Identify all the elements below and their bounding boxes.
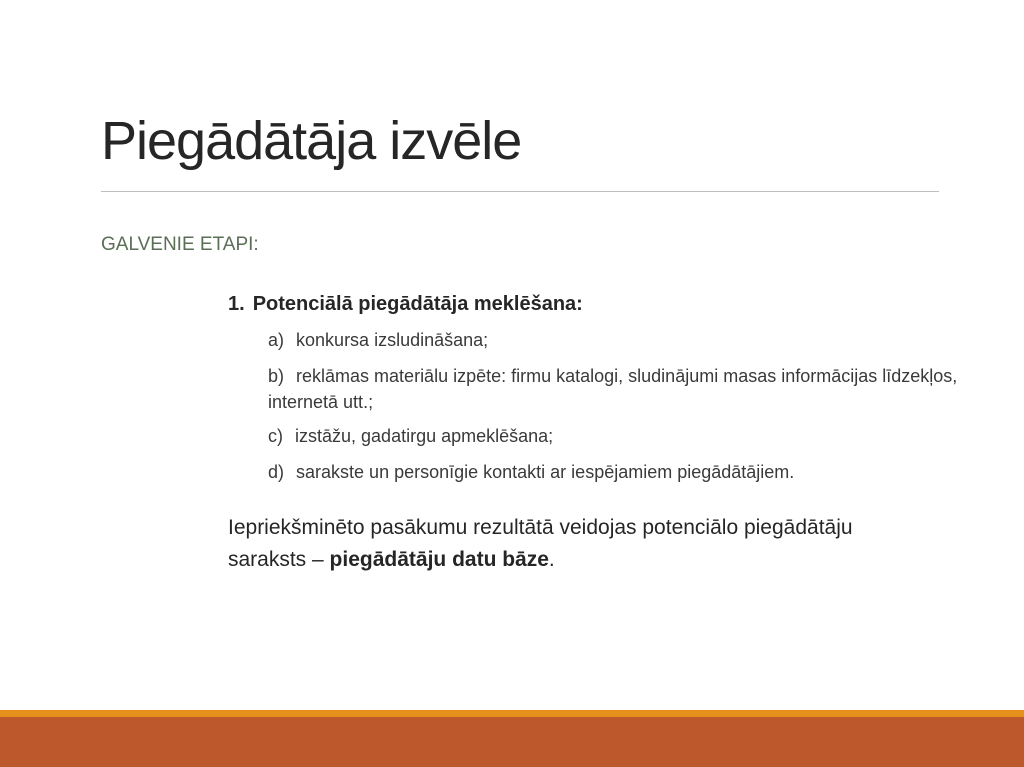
- slide-title: Piegādātāja izvēle: [101, 111, 522, 171]
- section-heading: GALVENIE ETAPI:: [101, 234, 259, 255]
- summary-suffix: .: [548, 548, 555, 571]
- list-item-text: konkursa izsludināšana;: [296, 330, 489, 350]
- summary-paragraph: [228, 512, 928, 576]
- sub-item-list: [268, 327, 968, 495]
- step-heading: [228, 292, 583, 316]
- summary-text: Iepriekšminēto pasākumu rezultātā veidojas potenciālo piegādātāju saraksts –: [228, 516, 853, 571]
- summary-emphasis: piegādātāju datu bāze: [329, 548, 549, 571]
- list-item-marker: a): [268, 330, 285, 350]
- list-item-marker: b): [268, 366, 285, 386]
- step-number: 1.: [228, 293, 245, 315]
- footer-accent-stripe: [0, 710, 1024, 717]
- list-item-marker: c): [268, 426, 283, 446]
- list-item-text: reklāmas materiālu izpēte: firmu katalogi, sludinājumi masas informācijas līdzekļos, internetā utt.;: [268, 366, 958, 412]
- list-item: [268, 459, 968, 485]
- list-item: [268, 423, 968, 449]
- list-item: [268, 363, 968, 415]
- step-label: Potenciālā piegādātāja meklēšana:: [252, 293, 583, 315]
- list-item: [268, 327, 968, 353]
- list-item-text: izstāžu, gadatirgu apmeklēšana;: [295, 426, 554, 446]
- footer-band: [0, 717, 1024, 767]
- title-divider: [101, 191, 939, 192]
- list-item-text: sarakste un personīgie kontakti ar iespējamiem piegādātājiem.: [296, 462, 795, 482]
- list-item-marker: d): [268, 462, 285, 482]
